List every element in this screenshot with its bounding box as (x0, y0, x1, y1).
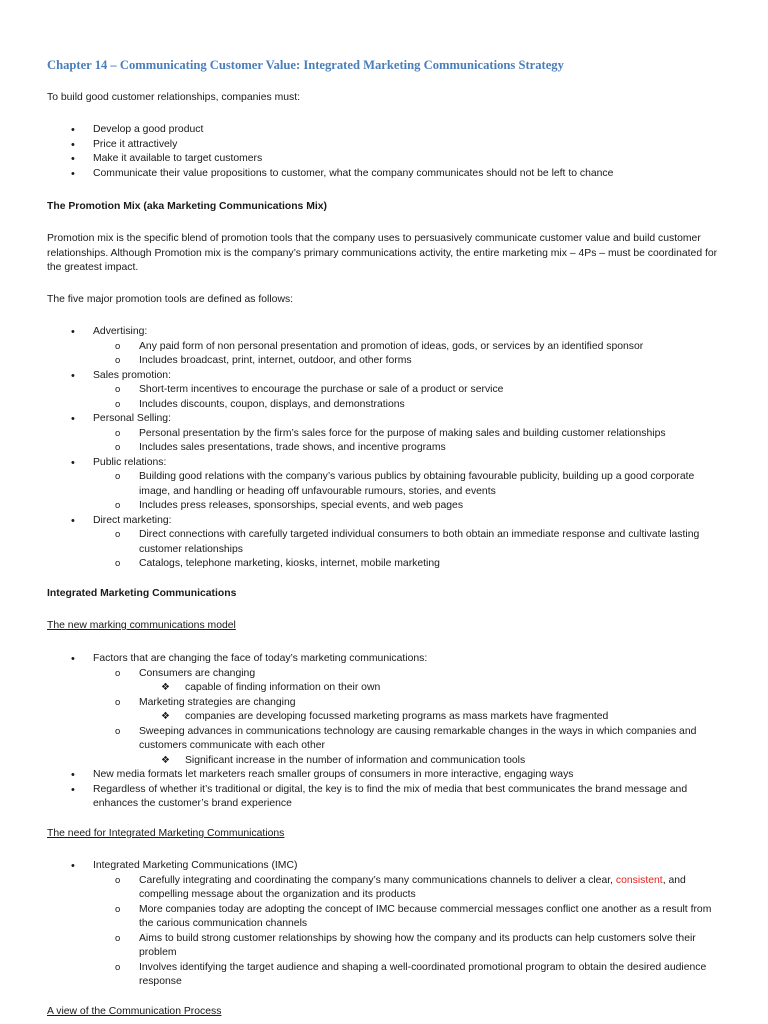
communication-process-heading: A view of the Communication Process (47, 1006, 222, 1017)
list-item: o Involves identifying the target audience and shaping a well-coordinated promotional program to obtain the desired audience response (115, 961, 707, 987)
circle-bullet-icon: o (115, 725, 121, 737)
list-item: • Personal Selling: (71, 413, 171, 425)
bullet-icon: • (71, 326, 75, 338)
list-item: o More companies today are adopting the concept of IMC because commercial messages conflict one another as a result from the carious communication channels (115, 903, 712, 929)
circle-bullet-icon: o (115, 696, 121, 708)
highlight-consistent: consistent (615, 874, 663, 886)
circle-bullet-icon: o (115, 355, 121, 366)
chapter-title: Chapter 14 – Communicating Customer Value: Integrated Marketing Communications Strategy (47, 58, 564, 72)
list-item: • Factors that are changing the face of today’s marketing communications: (71, 653, 428, 665)
tools-intro: The five major promotion tools are defined as follows: (47, 294, 294, 305)
promotion-tools-list (47, 325, 727, 572)
list-item: o Aims to build strong customer relationships by showing how the company and its products can help customers solve their problem (115, 932, 696, 958)
list-item: • Develop a good product (71, 124, 204, 136)
list-item: ❖ capable of finding information on their own (47, 681, 727, 696)
circle-bullet-icon: o (115, 427, 121, 439)
bullet-icon: • (71, 138, 75, 151)
bullet-icon: • (71, 783, 75, 796)
list-item: o Includes discounts, coupon, displays, and demonstrations (47, 398, 727, 413)
promotion-mix-heading: The Promotion Mix (aka Marketing Communications Mix) (47, 201, 328, 212)
bullet-icon: • (71, 124, 75, 136)
list-item: • Advertising: (71, 326, 148, 338)
list-item: • Price it attractively (71, 138, 178, 151)
circle-bullet-icon: o (115, 384, 121, 395)
promotion-mix-paragraph: Promotion mix is the specific blend of promotion tools that the company uses to persuasively communicate customer value and build customer relationships. Although Promotion mix is the company’s primary communications activity, the entire marketing mix – 4Ps – must be coordinated for the greatest impact. (47, 233, 718, 273)
bullet-icon: • (71, 514, 75, 527)
list-item: • Public relations: (71, 456, 167, 469)
circle-bullet-icon: o (115, 471, 121, 482)
circle-bullet-icon: o (115, 340, 121, 352)
bullet-icon: • (71, 413, 75, 425)
new-model-list (47, 652, 727, 812)
list-item: o Direct connections with carefully targeted individual consumers to both obtain an immediate response and cultivate lasting customer relationships (115, 529, 700, 555)
list-item: • Integrated Marketing Communications (IMC) (71, 860, 298, 872)
list-item: ❖ Significant increase in the number of information and communication tools (47, 754, 727, 769)
list-item: • Sales promotion: (71, 369, 171, 382)
diamond-bullet-icon: ❖ (161, 682, 170, 693)
list-item: o Marketing strategies are changing (47, 696, 727, 711)
list-item: o Building good relations with the company’s various publics by obtaining favourable publicity, building up a good corporate image, and handling or heading off unfavourable rumours, stories, and events (115, 471, 695, 497)
diamond-bullet-icon: ❖ (161, 754, 170, 766)
list-item: o Includes sales presentations, trade shows, and incentive programs (47, 441, 727, 456)
must-list (47, 123, 727, 181)
circle-bullet-icon: o (115, 667, 121, 679)
bullet-icon: • (71, 153, 75, 165)
circle-bullet-icon: o (115, 398, 121, 410)
bullet-icon: • (71, 769, 75, 781)
diamond-bullet-icon: ❖ (161, 711, 170, 722)
bullet-icon: • (71, 860, 75, 872)
intro-text: To build good customer relationships, companies must: (47, 92, 300, 103)
list-item: • Communicate their value propositions to customer, what the company communicates should not be left to chance (71, 167, 614, 180)
list-item: • Direct marketing: (71, 514, 172, 527)
list-item: o Any paid form of non personal presentation and promotion of ideas, gods, or services by an identified sponsor (47, 340, 727, 355)
list-item: o Includes broadcast, print, internet, outdoor, and other forms (47, 354, 727, 369)
list-item: o Includes press releases, sponsorships, special events, and web pages (47, 499, 727, 514)
circle-bullet-icon: o (115, 961, 121, 973)
circle-bullet-icon: o (115, 903, 121, 915)
circle-bullet-icon: o (115, 500, 121, 511)
list-item: o Consumers are changing (47, 667, 727, 682)
need-imc-list (47, 859, 727, 990)
list-item: • Regardless of whether it’s traditional or digital, the key is to find the mix of media that best communicates the brand message and enhances the customer’s brand experience (71, 783, 688, 809)
list-item: o Sweeping advances in communications technology are causing remarkable changes in the ways in which companies and customers communicate with each other (115, 725, 697, 751)
bullet-icon: • (71, 456, 75, 469)
list-item: o Catalogs, telephone marketing, kiosks, internet, mobile marketing (47, 557, 727, 572)
imc-heading: Integrated Marketing Communications (47, 588, 237, 599)
list-item: o Short-term incentives to encourage the purchase or sale of a product or service (47, 383, 727, 398)
list-item: • New media formats let marketers reach smaller groups of consumers in more interactive, engaging ways (71, 769, 574, 781)
list-item: ❖ companies are developing focussed marketing programs as mass markets have fragmented (47, 710, 727, 725)
circle-bullet-icon: o (115, 558, 121, 569)
circle-bullet-icon: o (115, 529, 121, 540)
circle-bullet-icon: o (115, 932, 121, 944)
list-item: o Carefully integrating and coordinating the company’s many communications channels to deliver a clear, consistent, and compelling message about the organization and its products (115, 874, 686, 900)
circle-bullet-icon: o (115, 442, 121, 453)
bullet-icon: • (71, 369, 75, 382)
list-item: o Personal presentation by the firm’s sales force for the purpose of making sales and building customer relationships (47, 427, 727, 442)
new-model-heading: The new marking communications model (47, 620, 236, 631)
bullet-icon: • (71, 167, 75, 180)
bullet-icon: • (71, 653, 75, 665)
list-item: • Make it available to target customers (71, 153, 263, 165)
need-imc-heading: The need for Integrated Marketing Communications (47, 828, 285, 839)
circle-bullet-icon: o (115, 874, 121, 886)
